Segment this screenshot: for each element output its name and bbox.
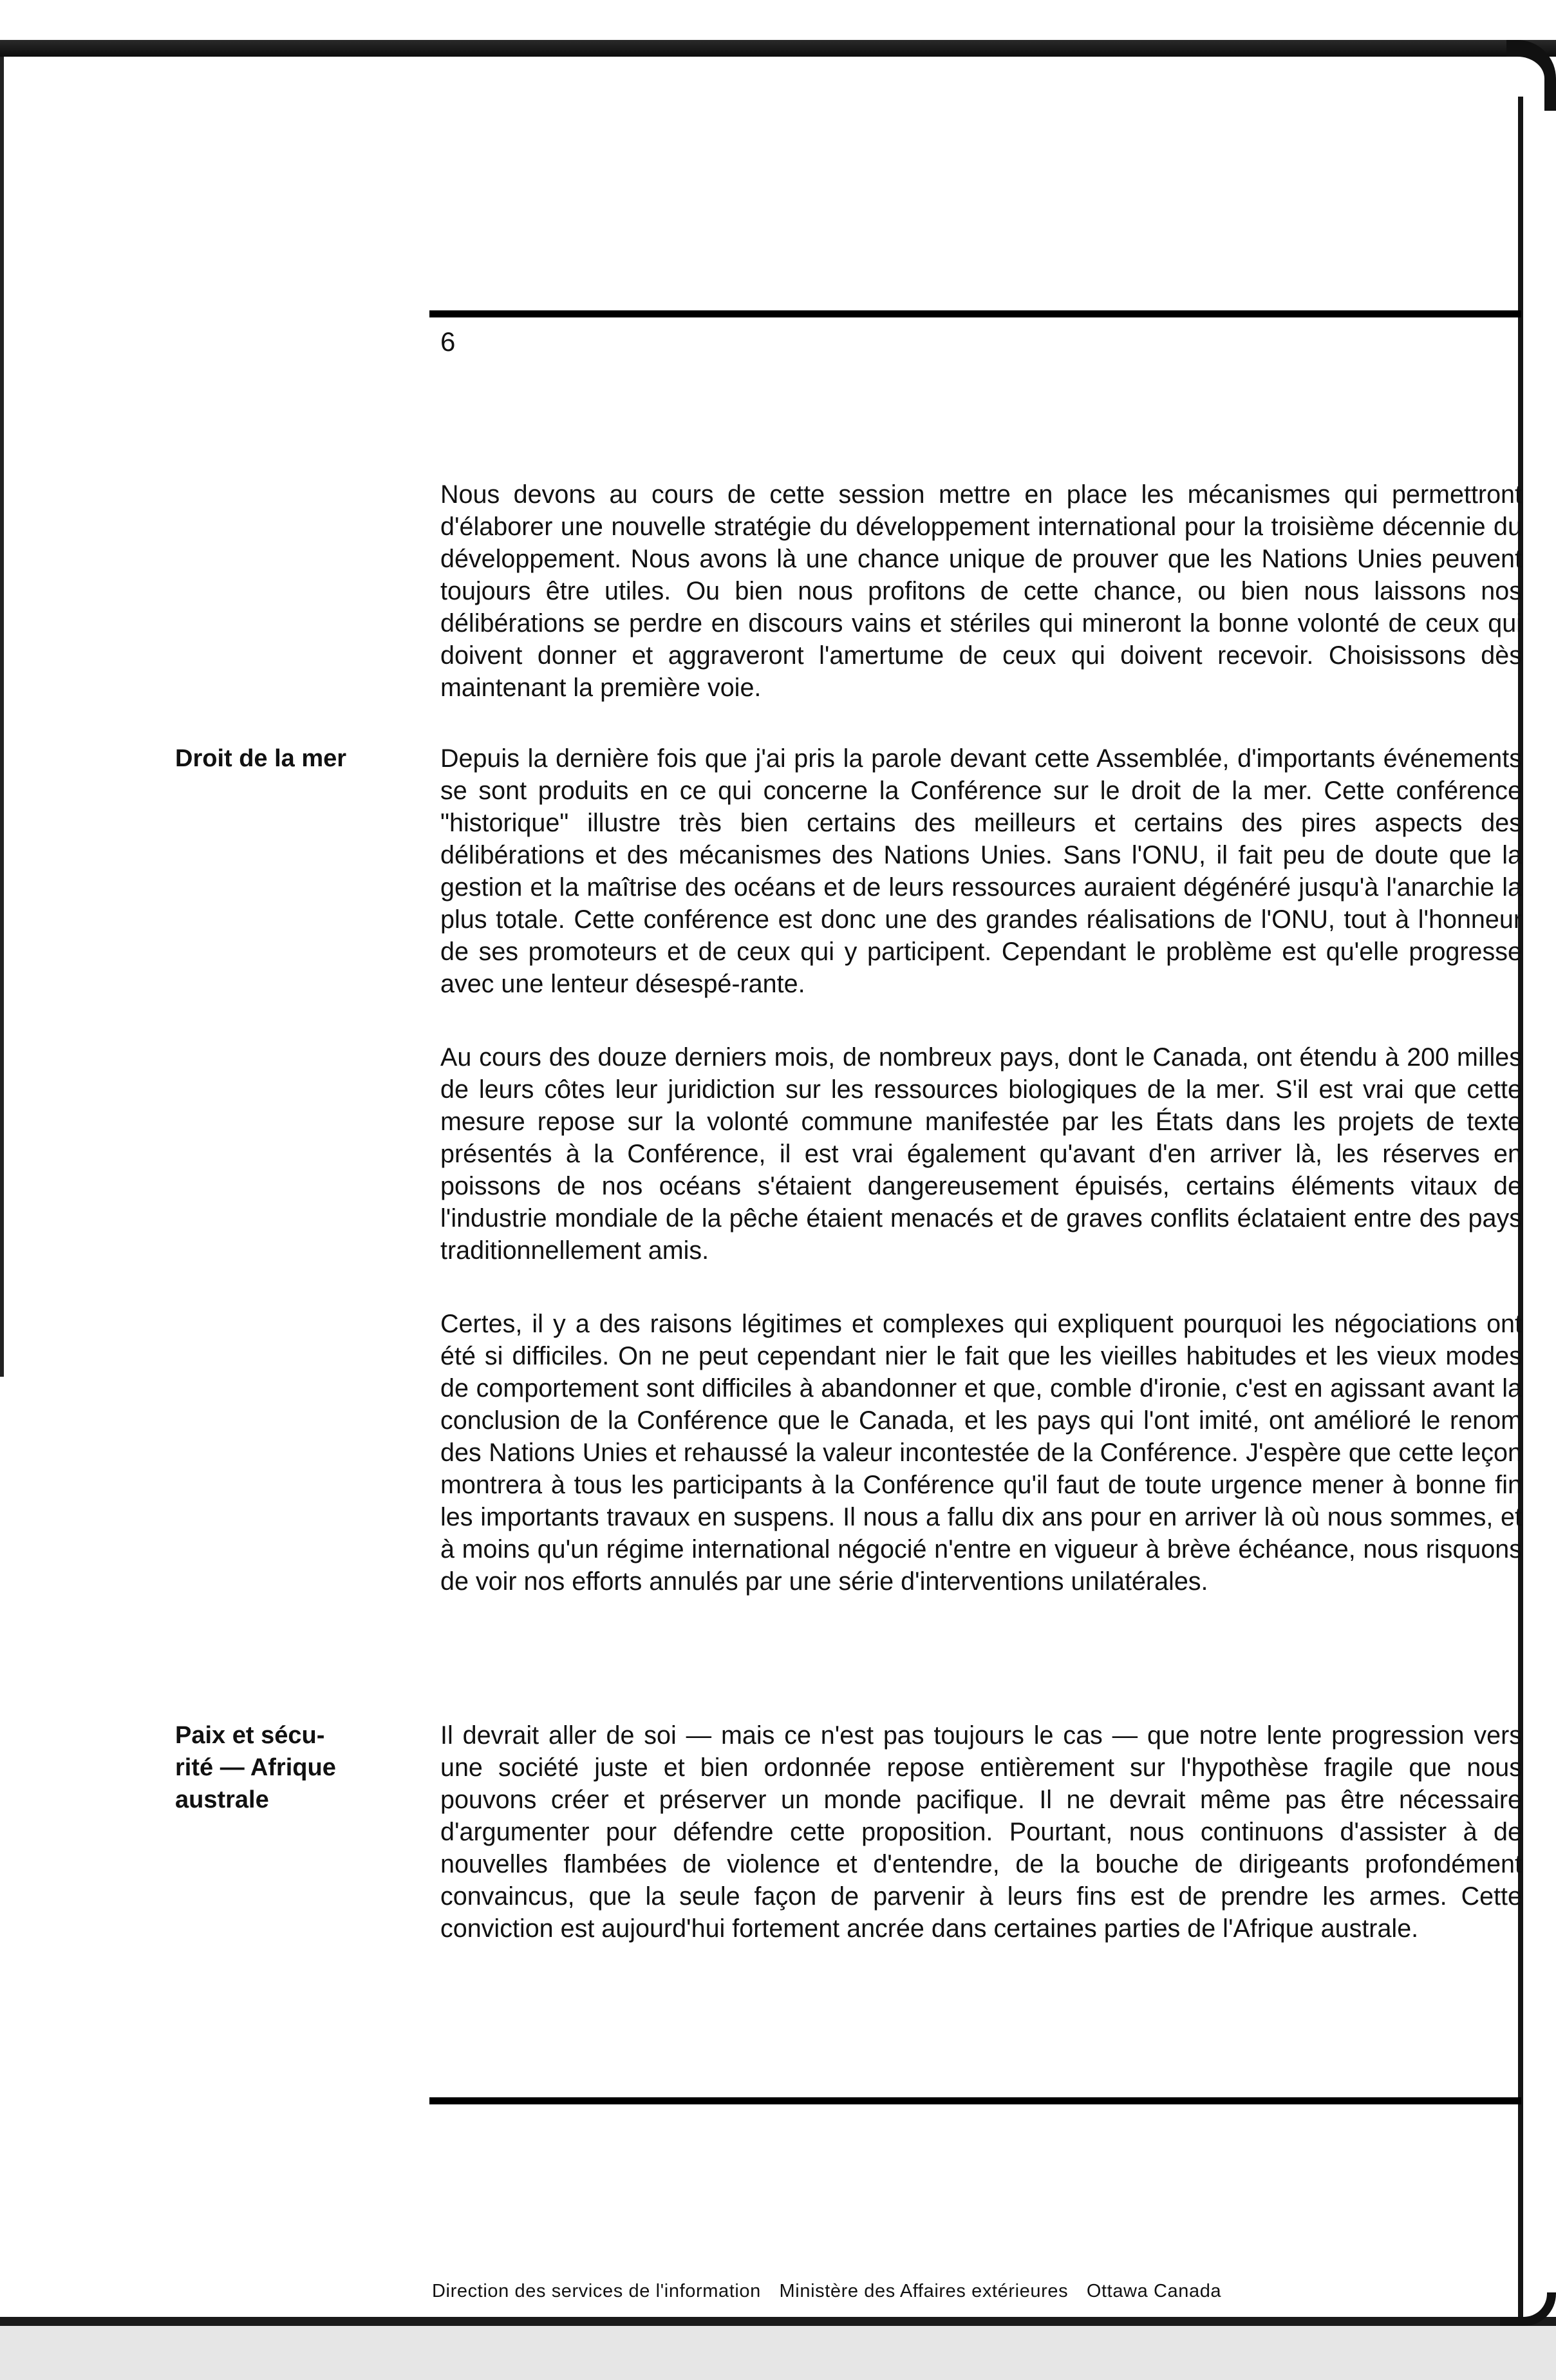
body-text-mer [440,742,1522,1639]
sidenote-paix-securite: Paix et sécu- rité — Afrique australe [175,1722,336,1813]
header-rule [429,310,1521,317]
page-number: 6 [440,326,456,357]
footer-rule [429,2097,1521,2104]
footer-ville: Ottawa Canada [1086,2281,1222,2301]
scan-edge-left [0,57,4,1377]
footer-ministere: Ministère des Affaires extérieures [779,2281,1069,2301]
paragraph-paix: Il devrait aller de soi — mais ce n'est pas toujours le cas — que notre lente progression vers une société juste et bien ordonnée repose entièrement sur l'hypothèse fragile que nous pouvons créer et préserver un monde pacifique. Il ne devrait même pas être nécessaire d'argumenter pour défendre cette proposition. Pourtant, nous continuons d'assister à de nouvelles flambées de violence et d'entendre, de la bouche de dirigeants profondément convaincus, que la seule façon de parvenir à leurs fins est de prendre les armes. Cette conviction est aujourd'hui fortement ancrée dans certaines parties de l'Afrique australe. [440,1721,1522,1943]
scan-edge-top [0,40,1556,57]
footer [432,2280,1234,2303]
paragraph-strategie: Nous devons au cours de cette session mettre en place les mécanismes qui permettront d'élaborer une nouvelle stratégie du développement international pour la troisième décennie du développement. Nous avons là une chance unique de prouver que les Nations Unies peuvent toujours être utiles. Ou bien nous profitons de cette chance, ou bien nous laissons nos délibérations se perdre en discours vains et stériles qui mineront la bonne volonté de ceux qui doivent donner et aggraveront l'amertume de ceux qui doivent recevoir. Choisissons dès maintenant la première voie. [440,480,1522,702]
paragraph-droit-mer: Depuis la dernière fois que j'ai pris la parole devant cette Assemblée, d'importants événements se sont produits en ce qui concerne la Conférence sur le droit de la mer. Cette conférence "historique" illustre très bien certains des meilleurs et certains des pires aspects des délibérations et des mécanismes des Nations Unies. Sans l'ONU, il fait peu de doute que la gestion et la maîtrise des océans et de leurs ressources auraient dégénéré jusqu'à l'anarchie la plus totale. Cette conférence est donc une des grandes réalisations de l'ONU, tout à l'honneur de ses promoteurs et de ceux qui y participent. Cependant le problème est qu'elle progresse avec une lenteur désespé-rante. [440,744,1522,998]
scan-margin-bottom [0,2326,1556,2380]
body-text-paix [440,1719,1522,1986]
sidenote-droit-de-la-mer: Droit de la mer [175,745,347,772]
body-text-top [440,478,1522,745]
scan-edge-bottom [0,2317,1556,2326]
paragraph-negociations: Certes, il y a des raisons légitimes et complexes qui expliquent pourquoi les négociations ont été si difficiles. On ne peut cependant nier le fait que les vieilles habitudes et les vieux modes de comportement sont difficiles à abandonner et que, comble d'ironie, c'est en agissant avant la conclusion de la Conférence que le Canada, et les pays qui l'ont imité, ont amélioré le renom des Nations Unies et rehaussé la valeur incontestée de la Conférence. J'espère que cette leçon montrera à tous les participants à la Conférence qu'il faut de toute urgence mener à bonne fin les importants travaux en suspens. Il nous a fallu dix ans pour en arriver là où nous sommes, et à moins qu'un régime international négocié n'entre en vigueur à brève échéance, nous risquons de voir nos efforts annulés par une série d'interventions unilatérales. [440,1310,1522,1596]
paragraph-juridiction: Au cours des douze derniers mois, de nombreux pays, dont le Canada, ont étendu à 200 milles de leurs côtes leur juridiction sur les ressources biologiques de la mer. S'il est vrai que cette mesure repose sur la volonté commune manifestée par les États dans les projets de texte présentés à la Conférence, il est vrai également qu'avant d'en arriver là, les réserves en poissons de nos océans s'étaient dangereusement épuisés, certains éléments vitaux de l'industrie mondiale de la pêche étaient menacés et de graves conflits éclataient entre des pays traditionnellement amis. [440,1043,1522,1265]
footer-direction: Direction des services de l'information [432,2281,761,2301]
